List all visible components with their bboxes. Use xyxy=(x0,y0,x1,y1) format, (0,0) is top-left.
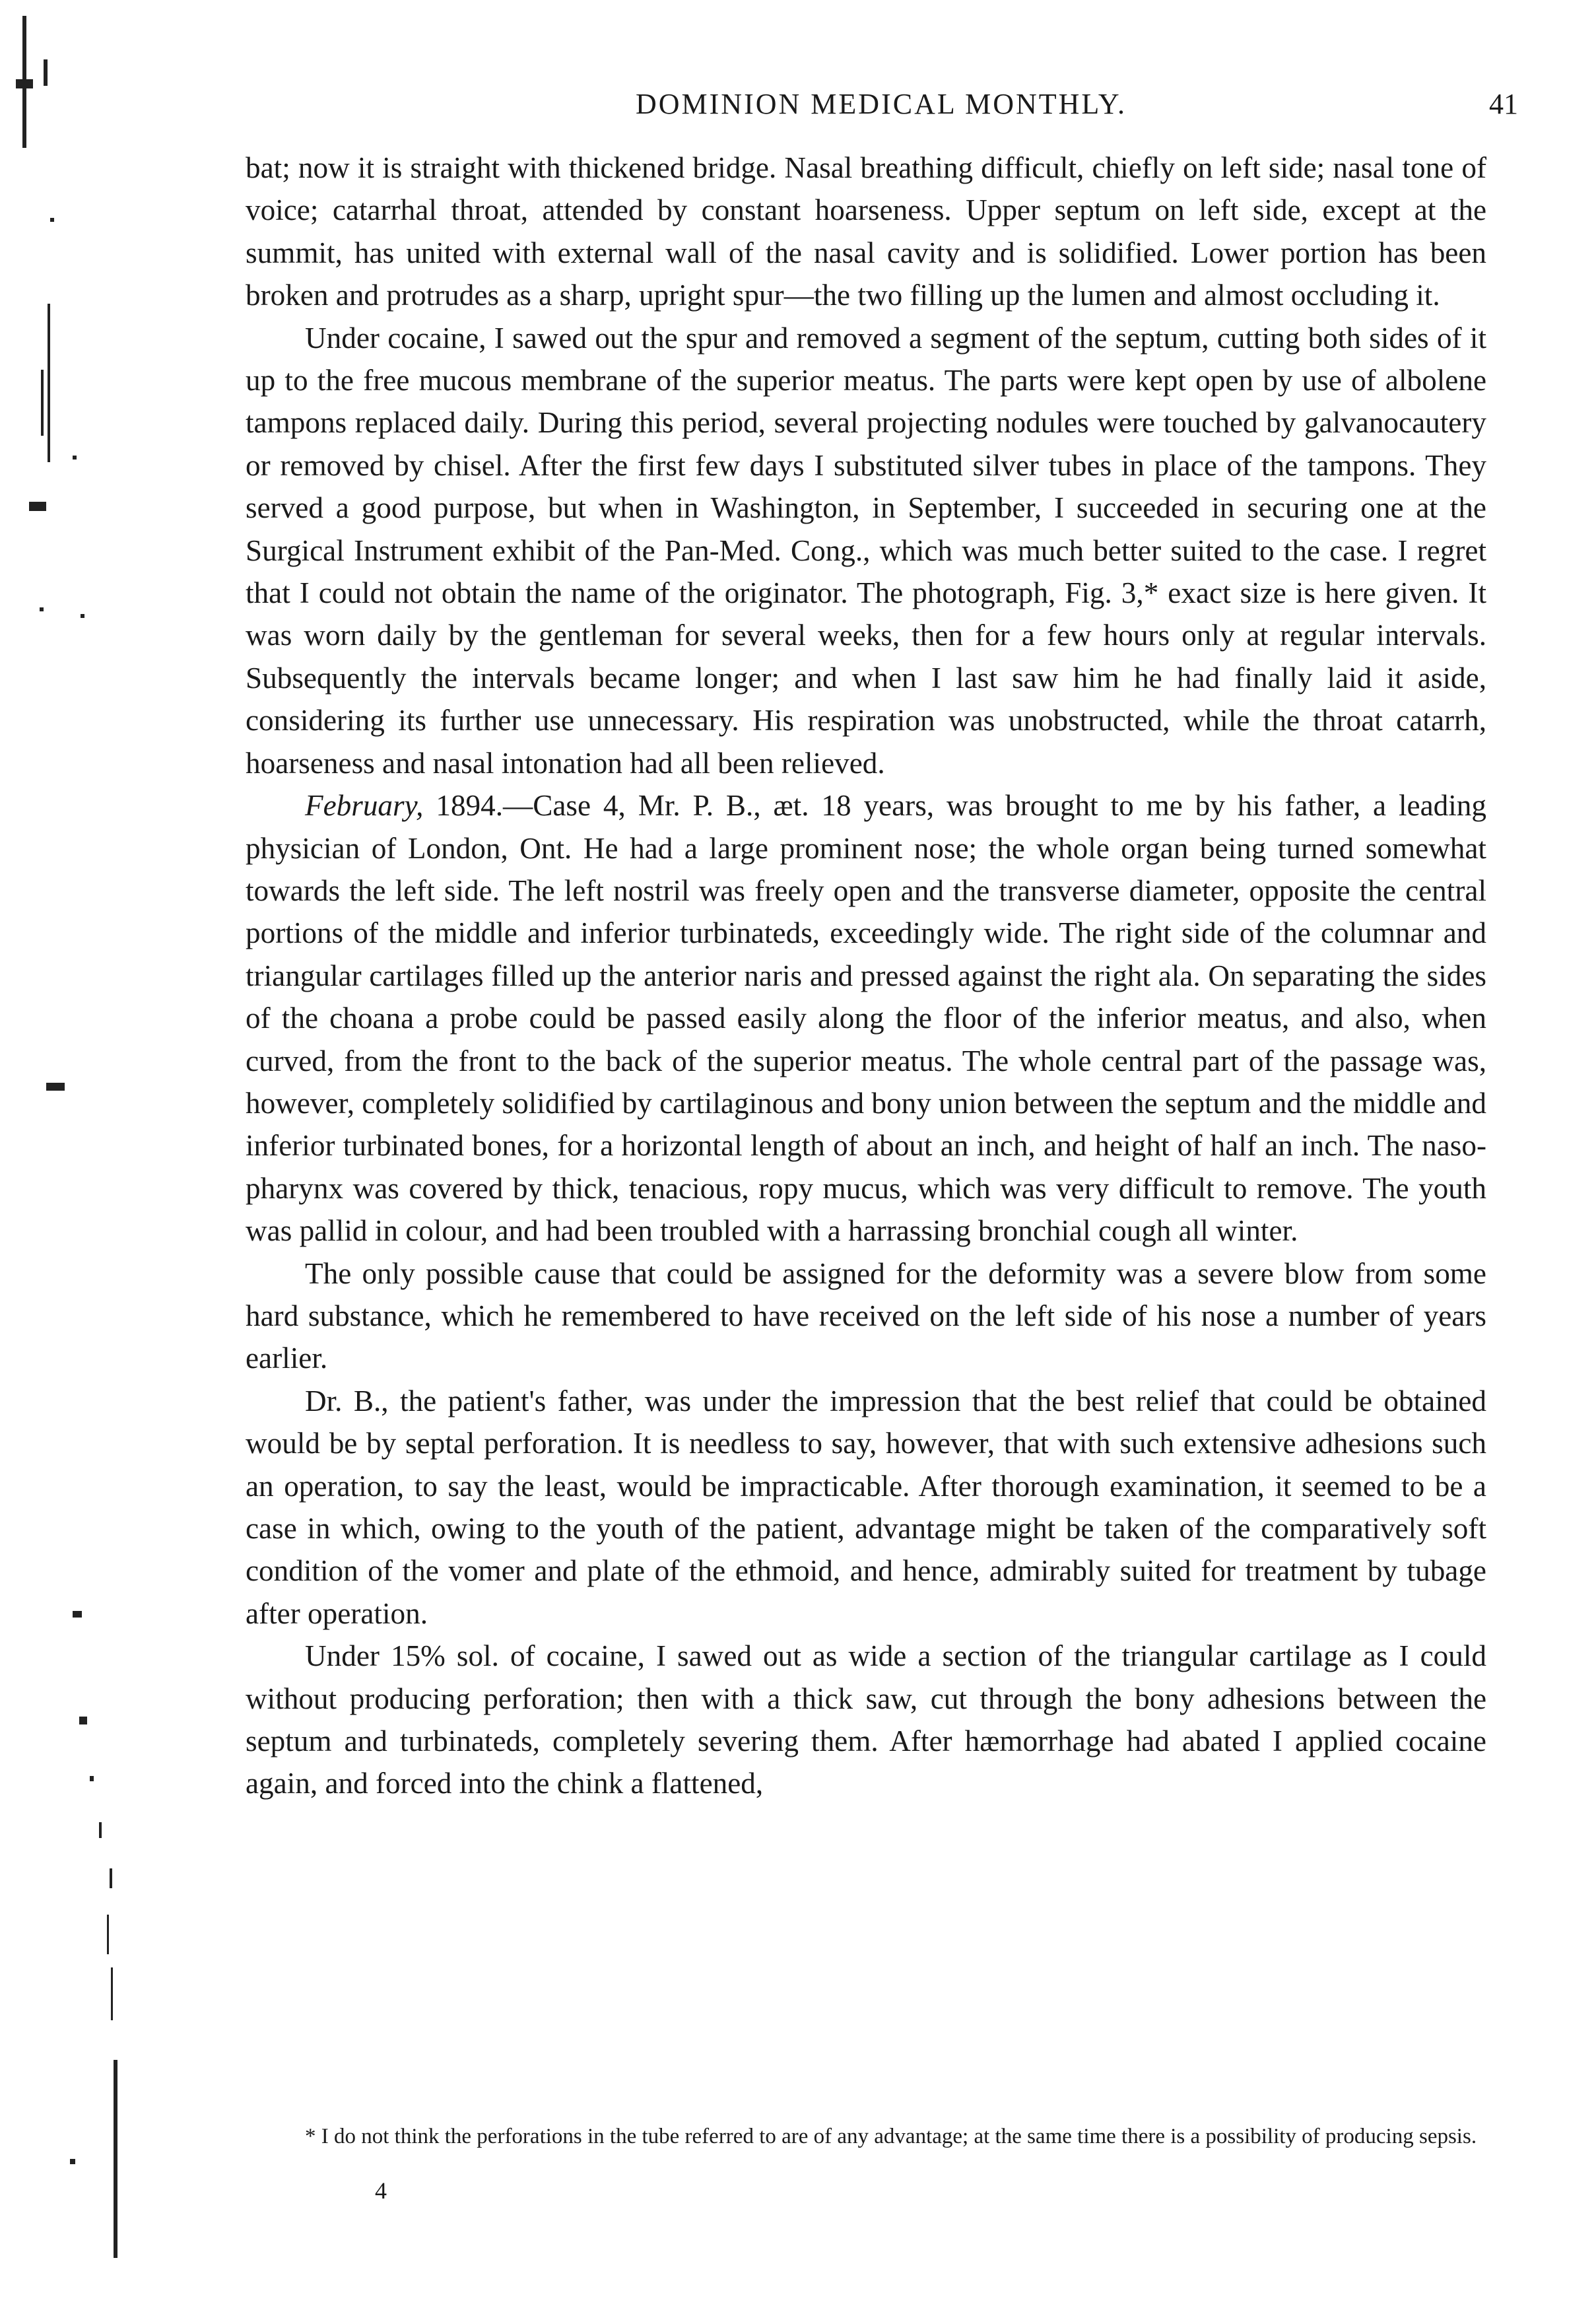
running-head xyxy=(244,85,1518,124)
printer-signature-mark: 4 xyxy=(375,2177,387,2204)
paragraph: The only possible cause that could be assigned for the deformity was a severe blow from some hard substance, which he remembered to have received on the left side of his nose a number of years earlier. xyxy=(246,1256,1486,1375)
scan-margin-artifacts xyxy=(0,0,198,2320)
journal-title: DOMINION MEDICAL MONTHLY. xyxy=(635,88,1127,120)
paragraph-text: 1894.—Case 4, Mr. P. B., æt. 18 years, was brought to me by his father, a leading physician of London, Ont. He had a large prominent nose; the whole organ being turned somewhat towards the left side. The left nostril was freely open and the transverse diameter, opposite the central portions of the middle and inferior turbinateds, exceedingly wide. The right side of the columnar and triangular cartilages filled up the anterior naris and pressed against the right ala. On separating the sides of the choana a probe could be passed easily along the floor of the inferior meatus, and also, when curved, from the front to the back of the superior meatus. The whole central part of the passage was, however, completely solidified by cartilaginous and bony union between the septum and the middle and inferior turbinated bones, for a horizontal length of about an inch, and height of half an inch. The naso-pharynx was covered by thick, tenacious, ropy mucus, which was very difficult to remove. The youth was pallid in colour, and had been troubled with a harrassing bronchial cough all winter. xyxy=(246,789,1486,1248)
paragraph: Under 15% sol. of cocaine, I sawed out as wide a section of the triangular cartilage as I could without producing perforation; then with a thick saw, cut through the bony adhesions between the septum and turbinateds, completely severing them. After hæmorrhage had abated I applied cocaine again, and forced into the chink a flattened, xyxy=(246,1639,1486,1800)
footnote-text: * I do not think the perforations in the tube referred to are of any advantage; at the same time there is a possibility of producing sepsis. xyxy=(305,2125,1477,2148)
body-text xyxy=(246,147,1486,1805)
paragraph: bat; now it is straight with thickened bridge. Nasal breathing difficult, chiefly on left side; nasal tone of voice; catarrhal throat, attended by constant hoarseness. Upper septum on left side, except at the summit, has united with external wall of the nasal cavity and is solidified. Lower portion has been broken and protrudes as a sharp, upright spur—the two filling up the lumen and almost occluding it. xyxy=(246,151,1486,312)
paragraph xyxy=(246,784,1486,1252)
paragraph: Dr. B., the patient's father, was under the impression that the best relief that could be obtained would be by septal perforation. It is needless to say, however, that with such extensive adhesions such an operation, to say the least, would be impracticable. After thorough examination, it seemed to be a case in which, owing to the youth of the patient, advantage might be taken of the comparatively soft condition of the vomer and plate of the ethmoid, and hence, admirably suited for treatment by tubage after operation. xyxy=(246,1384,1486,1630)
footnote xyxy=(246,2122,1486,2151)
paragraph-date-italic: February, xyxy=(305,789,424,823)
page-number: 41 xyxy=(1489,88,1518,120)
paragraph: Under cocaine, I sawed out the spur and removed a segment of the septum, cutting both sides of it up to the free mucous membrane of the superior meatus. The parts were kept open by use of albolene tampons replaced daily. During this period, several projecting nodules were touched by galvanocautery or removed by chisel. After the first few days I substituted silver tubes in place of the tampons. They served a good purpose, but when in Washington, in September, I succeeded in securing one at the Surgical Instrument exhibit of the Pan-Med. Cong., which was much better suited to the case. I regret that I could not obtain the name of the originator. The photograph, Fig. 3,* exact size is here given. It was worn daily by the gentleman for several weeks, then for a few hours only at regular intervals. Subsequently the intervals became longer; and when I last saw him he had finally laid it aside, considering its further use unnecessary. His respiration was unobstructed, while the throat catarrh, hoarseness and nasal intonation had all been relieved. xyxy=(246,321,1486,780)
